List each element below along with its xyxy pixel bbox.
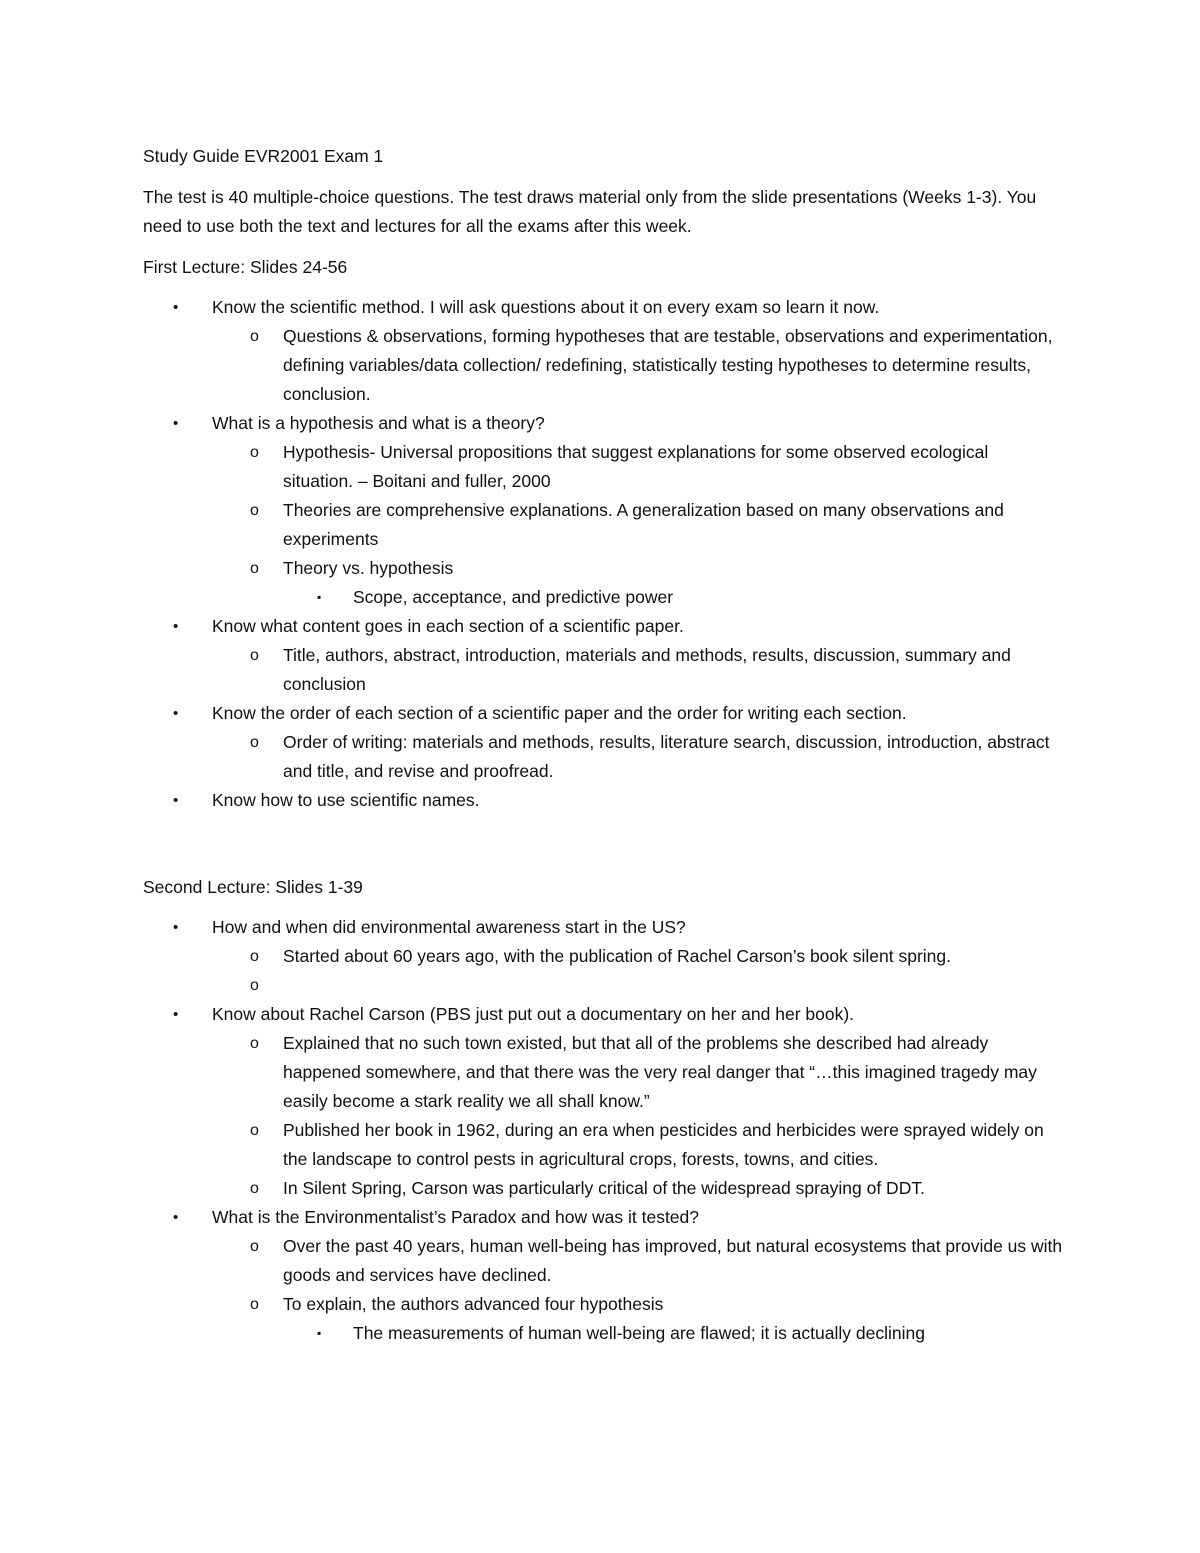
bullet-circle: o	[250, 1180, 259, 1197]
list-item-text: Know how to use scientific names.	[212, 790, 480, 810]
list-item-text: Know what content goes in each section of a scientific paper.	[212, 616, 684, 636]
sub-list-item-text: Title, authors, abstract, introduction, materials and methods, results, discussion, summary and conclusion	[283, 645, 1011, 694]
sub-list-item	[143, 728, 1063, 786]
document-title: Study Guide EVR2001 Exam 1	[143, 146, 384, 166]
list-item-text: Know about Rachel Carson (PBS just put out a documentary on her and her book).	[212, 1004, 855, 1024]
sub-list-item	[143, 1029, 1063, 1116]
sub-list-item-text: Theory vs. hypothesis	[283, 558, 454, 578]
sub-list-item	[143, 438, 1063, 496]
bullet-circle: o	[250, 444, 259, 461]
sub-list-item	[143, 942, 1063, 971]
bullet-dot: •	[173, 792, 179, 809]
list-item	[143, 1203, 1063, 1348]
bullet-circle: o	[250, 328, 259, 345]
sub-list-item	[143, 322, 1063, 409]
bullet-dot: •	[173, 415, 179, 432]
sub-list-item-text: Theories are comprehensive explanations. A generalization based on many observations and experiments	[283, 500, 1004, 549]
bullet-circle: o	[250, 1296, 259, 1313]
sub-sub-list-item	[143, 583, 1063, 612]
bullet-dot: •	[173, 299, 179, 316]
bullet-dot: •	[173, 705, 179, 722]
sub-list-item-text: Order of writing: materials and methods, results, literature search, discussion, introduction, abstract and title, and revise and proofread.	[283, 732, 1050, 781]
list-item-text: What is a hypothesis and what is a theory?	[212, 413, 545, 433]
bullet-circle: o	[250, 502, 259, 519]
sub-list-item	[143, 554, 1063, 612]
sub-list-item	[143, 1174, 1063, 1203]
list-item	[143, 913, 1063, 1000]
bullet-square: ▪	[317, 1326, 322, 1340]
sub-list-item	[143, 971, 1063, 1000]
bullet-dot: •	[173, 1209, 179, 1226]
list-item-text: Know the scientific method. I will ask questions about it on every exam so learn it now.	[212, 297, 880, 317]
sub-list-item	[143, 1116, 1063, 1174]
list-item	[143, 786, 1063, 815]
bullet-circle: o	[250, 977, 259, 994]
sub-list-item-text: Published her book in 1962, during an era when pesticides and herbicides were sprayed widely on the landscape to control pests in agricultural crops, forests, towns, and cities.	[283, 1120, 1044, 1169]
bullet-circle: o	[250, 560, 259, 577]
list-item-text: What is the Environmentalist’s Paradox and how was it tested?	[212, 1207, 700, 1227]
document-body	[143, 142, 1063, 1348]
sub-sub-list-item	[143, 1319, 1063, 1348]
bullet-circle: o	[250, 1238, 259, 1255]
bullet-circle: o	[250, 1035, 259, 1052]
list-item	[143, 293, 1063, 409]
sub-list-item-text: Over the past 40 years, human well-being has improved, but natural ecosystems that provide us with goods and services have declined.	[283, 1236, 1063, 1285]
list-item	[143, 409, 1063, 612]
list-item-text: Know the order of each section of a scientific paper and the order for writing each section.	[212, 703, 907, 723]
bullet-circle: o	[250, 647, 259, 664]
bullet-dot: •	[173, 618, 179, 635]
sub-list-item-text: Explained that no such town existed, but that all of the problems she described had already happened somewhere, and that there was the very real danger that “…this imagined tragedy may easily become a stark reality we all shall know.”	[283, 1033, 1037, 1111]
sub-list-item-text: In Silent Spring, Carson was particularly critical of the widespread spraying of DDT.	[283, 1178, 925, 1198]
list-item-text: How and when did environmental awareness start in the US?	[212, 917, 686, 937]
section-spacer	[143, 815, 1063, 873]
bullet-circle: o	[250, 734, 259, 751]
list-item	[143, 699, 1063, 786]
sub-list-item	[143, 641, 1063, 699]
bullet-circle: o	[250, 1122, 259, 1139]
section-heading-second-lecture: Second Lecture: Slides 1-39	[143, 877, 363, 897]
bullet-square: ▪	[317, 590, 322, 604]
sub-list-item-text: Hypothesis- Universal propositions that suggest explanations for some observed ecological situation. – Boitani and fuller, 2000	[283, 442, 989, 491]
sub-sub-list-item-text: Scope, acceptance, and predictive power	[353, 587, 674, 607]
section-heading-first-lecture: First Lecture: Slides 24-56	[143, 257, 348, 277]
bullet-circle: o	[250, 948, 259, 965]
bullet-dot: •	[173, 1006, 179, 1023]
sub-list-item-text: Questions & observations, forming hypotheses that are testable, observations and experimentation, defining variables/data collection/ redefining, statistically testing hypotheses to determine results, conclusion.	[283, 326, 1053, 404]
sub-sub-list-item-text: The measurements of human well-being are flawed; it is actually declining	[353, 1323, 925, 1343]
first-lecture-list	[143, 293, 1063, 815]
list-item	[143, 1000, 1063, 1203]
list-item	[143, 612, 1063, 699]
bullet-dot: •	[173, 919, 179, 936]
sub-list-item	[143, 1290, 1063, 1348]
sub-list-item	[143, 1232, 1063, 1290]
intro-paragraph: The test is 40 multiple-choice questions. The test draws material only from the slide presentations (Weeks 1-3). You need to use both the text and lectures for all the exams after this week.	[143, 187, 1037, 236]
sub-list-item	[143, 496, 1063, 554]
second-lecture-list	[143, 913, 1063, 1348]
sub-list-item-text: Started about 60 years ago, with the publication of Rachel Carson’s book silent spring.	[283, 946, 951, 966]
sub-list-item-text: To explain, the authors advanced four hypothesis	[283, 1294, 664, 1314]
